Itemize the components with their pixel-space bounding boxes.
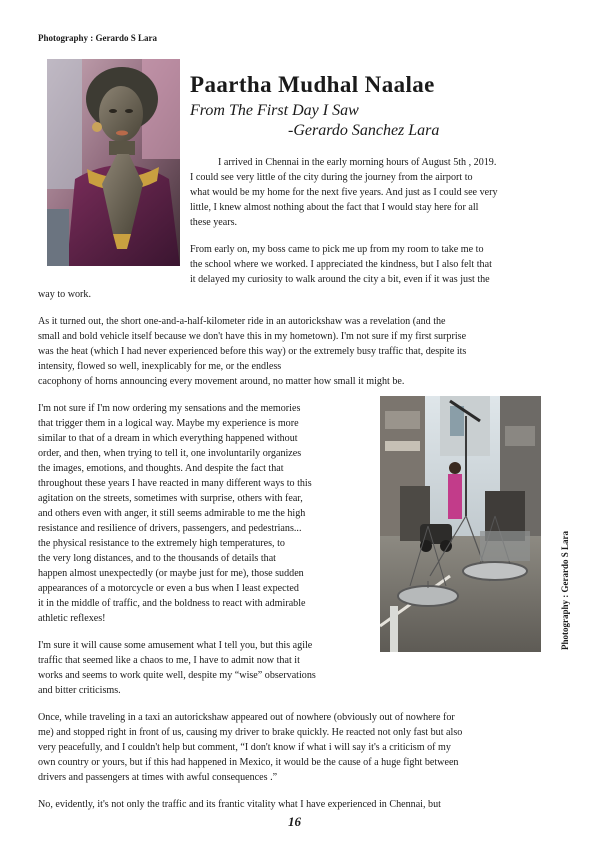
body-line: resistance and resilience of drivers, passengers, and pedestrians... (38, 523, 302, 534)
body-line: drivers and passengers at times with awful consequences .” (38, 772, 278, 783)
body-line: intensity, flowed so well, inexplicably for me, or the endless (38, 361, 282, 372)
body-line: me) and stopped right in front of us, causing my driver to brake quickly. He reacted not only fast but also (38, 727, 463, 738)
page-number: 16 (288, 814, 301, 829)
street-scale-photo (380, 396, 541, 652)
body-line: small and bold vehicle itself because we don't have this in my hometown). I'm not sure if my first surprise (38, 331, 467, 342)
body-line: works and seems to work quite well, despite my “wise” observations (38, 670, 316, 681)
body-line: the physical resistance to the extremely high temperatures, to (38, 538, 285, 549)
body-line: little, I knew almost nothing about the fact that I would stay here for all (190, 202, 479, 213)
street-scale-photo-graphic (380, 396, 541, 652)
body-line: order, and then, when trying to tell it, one involuntarily organizes (38, 448, 302, 459)
body-line: was the heat (which I had never experienced before this way) or the extremely busy traffic that, despite its (38, 346, 467, 357)
body-line: I'm not sure if I'm now ordering my sensations and the memories (38, 403, 301, 414)
body-line: traffic that seemed like a chaos to me, I have to admit now that it (38, 655, 300, 666)
body-line: the very long distances, and to the thousands of details that (38, 553, 276, 564)
body-line: As it turned out, the short one-and-a-half-kilometer ride in an autorickshaw was a revelation (and the (38, 316, 446, 327)
body-line: way to work. (38, 289, 91, 300)
photo-credit-side-text: Photography : Gerardo S Lara (560, 531, 570, 650)
body-line: I could see very little of the city during the journey from the airport to (190, 172, 473, 183)
body-line: the school where we worked. I appreciated the kindness, but I also felt that (190, 259, 492, 270)
body-line: and bitter criticisms. (38, 685, 121, 696)
body-line: I arrived in Chennai in the early morning hours of August 5th , 2019. (218, 157, 497, 168)
body-line: appearances of a motorcycle or even a bus when I least expected (38, 583, 299, 594)
body-line: From early on, my boss came to pick me up from my room to take me to (190, 244, 484, 255)
body-line: that trigger them in a logical way. Maybe my experience is more (38, 418, 299, 429)
body-line: athletic reflexes! (38, 613, 106, 624)
body-line: cacophony of horns announcing every movement around, no matter how small it might be. (38, 376, 405, 387)
photo-credit-top: Photography : Gerardo S Lara (38, 33, 157, 43)
photo-credit-side (550, 395, 570, 650)
article-title: Paartha Mudhal Naalae (190, 72, 435, 97)
body-line: very peacefully, and I couldn't help but comment, “I don't know if what i will say it's a criticism of my (38, 742, 451, 753)
body-line: these years. (190, 217, 238, 228)
statue-photo-graphic (47, 59, 180, 266)
body-line: similar to that of a dream in which everything happened without (38, 433, 298, 444)
body-line: agitation on the streets, sometimes with surprise, others with fear, (38, 493, 303, 504)
body-line: the images, emotions, and thoughts. And despite the fact that (38, 463, 284, 474)
body-line: what would be my home for the next five years. And just as I could see very (190, 187, 498, 198)
body-line: I'm sure it will cause some amusement what I tell you, but this agile (38, 640, 313, 651)
body-line: own country or yours, but if this had happened in Mexico, it would be the cause of a huge fight between (38, 757, 459, 768)
article-subtitle: From The First Day I Saw (190, 102, 359, 119)
body-line: and others even with anger, it still seems admirable to me the high (38, 508, 306, 519)
body-line: happen almost unexpectedly (or maybe just for me), those sudden (38, 568, 304, 579)
body-line: throughout these years I have reacted in many different ways to this (38, 478, 312, 489)
statue-photo (47, 59, 180, 266)
body-line: No, evidently, it's not only the traffic and its frantic vitality what I have experienced in Chennai, but (38, 799, 441, 810)
article-author: -Gerardo Sanchez Lara (288, 122, 440, 139)
body-line: it delayed my curiosity to walk around the city a bit, even if it was just the (190, 274, 490, 285)
body-line: Once, while traveling in a taxi an autorickshaw appeared out of nowhere (obviously out of nowhere for (38, 712, 455, 723)
body-line: it in the middle of traffic, and the boldness to react with admirable (38, 598, 306, 609)
